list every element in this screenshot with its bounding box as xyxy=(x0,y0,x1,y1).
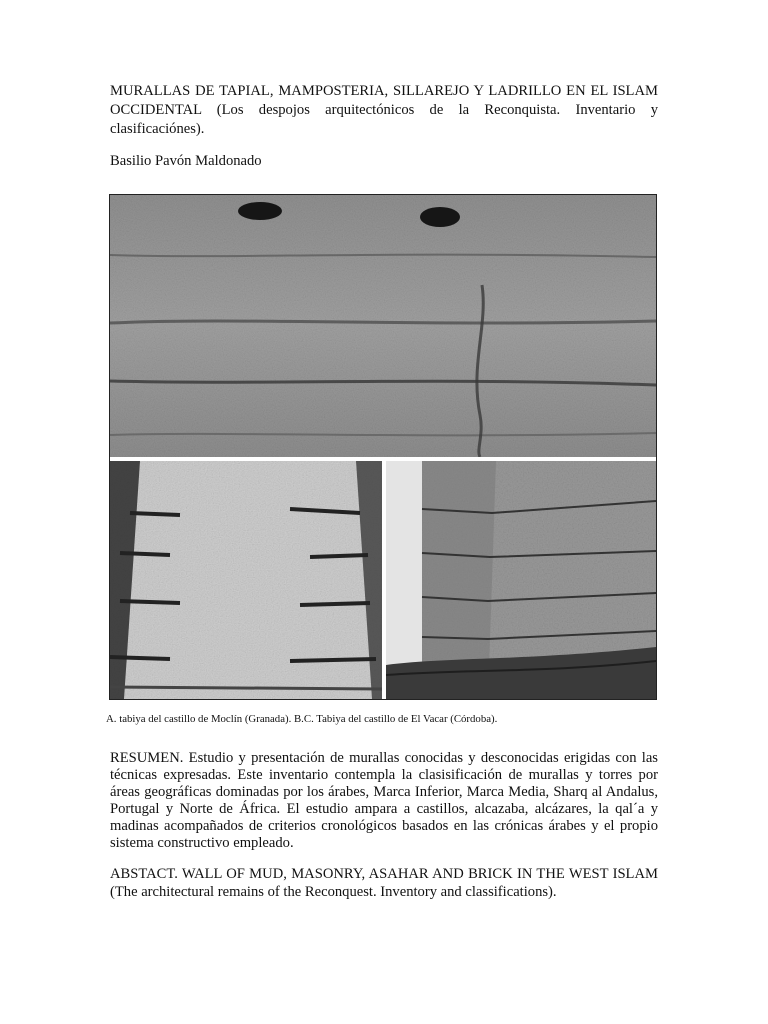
photo-wall-moclin xyxy=(110,195,656,457)
author-name: Basilio Pavón Maldonado xyxy=(110,153,262,169)
figure-panel xyxy=(109,194,657,700)
abstract-paragraph: ABSTACT. WALL OF MUD, MASONRY, ASAHAR AND BRICK IN THE WEST ISLAM (The architectural remains of the Reconquest. Inventory and classifications). xyxy=(110,866,658,900)
figure-caption: A. tabiya del castillo de Moclín (Granada). B.C. Tabiya del castillo de El Vacar (Córdoba). xyxy=(106,713,498,725)
resumen-paragraph: RESUMEN. Estudio y presentación de murallas conocidas y desconocidas erigidas con las técnicas expresadas. Este inventario contempla la clasisificación de murallas y torres por áreas geográficas dominadas por los árabes, Marca Inferior, Marca Media, Sharq al Andalus, Portugal y Norte de África. El estudio ampara a castillos, alcazaba, alcázares, la qal´a y madinas acompañados de criterios cronológicos basados en las crónicas árabes y el propio sistema constructivo empleado. xyxy=(110,750,658,851)
photo-tower-vacar-c xyxy=(386,461,656,699)
document-title: MURALLAS DE TAPIAL, MAMPOSTERIA, SILLAREJO Y LADRILLO EN EL ISLAM OCCIDENTAL (Los despojos arquitectónicos de la Reconquista. Inventario y clasificaciónes). xyxy=(110,83,658,137)
photo-wall-vacar-b xyxy=(110,461,382,699)
